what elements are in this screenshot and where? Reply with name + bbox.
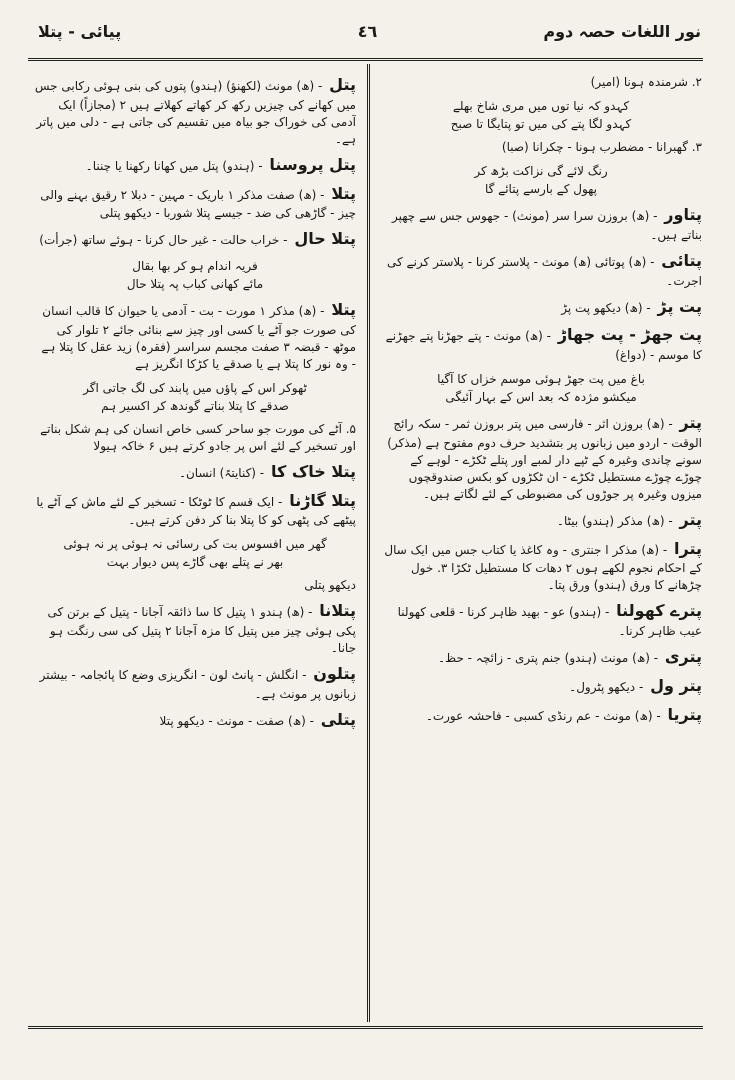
headword: پتلا خاک کا <box>270 461 356 481</box>
dictionary-entry <box>34 600 356 657</box>
definition-text: - (ھ) مونث (لکھنؤ) (ہندو) پتوں کی بنی ہوئی رکابی جس میں کھانے کی چیزیں رکھ کر کھاتے کھلاتے ہیں ۲ (مجازاً) ایک آدمی کی خوراک جو بیاہ میں تقسیم کی جاتی ہے - دلی میں پاتر ہے۔ <box>34 79 356 146</box>
page-header <box>30 20 705 56</box>
verse-line: میکشو مژدہ کہ بعد اس کے بہار آئیگی <box>445 390 637 405</box>
definition-text: - (ھ) ہندو ۱ پتیل کا سا ذائقہ آجانا - پتیل کے برتن کی پکی ہوئی چیز میں پتیل کا مزہ آجانا ۲ پتیل کی سی رنگت ہو جانا۔ <box>47 605 356 656</box>
definition-text: - خراب حالت - غیر حال کرنا - ہوئے ساتھ (جرأت) <box>39 233 292 248</box>
dictionary-entry <box>380 704 702 727</box>
right-column <box>380 74 702 1020</box>
verse-line: کہدو لگا پتے کی میں تو پتایگا تا صبح <box>450 117 632 132</box>
left-column <box>34 74 356 1020</box>
dictionary-entry <box>34 183 356 223</box>
verse-line: رنگ لائے گی نزاکت بڑھ کر <box>474 164 608 179</box>
definition-text: - دیکھو پٹرول۔ <box>569 679 648 694</box>
verse-couplet <box>34 379 356 415</box>
dictionary-entry <box>34 490 356 530</box>
dictionary-entry <box>34 74 356 148</box>
dictionary-entry <box>380 509 702 532</box>
definition-text: - انگلش - پانٹ لون - انگریزی وضع کا پائجامہ - بیشتر زبانوں پر مونث ہے۔ <box>39 668 356 701</box>
definition-text: - (ھ) مونث - عم رنڈی کسبی - فاحشہ عورت۔ <box>425 708 665 723</box>
definition-text: - (ھ) مذکر ا جنتری - وہ کاغذ یا کتاب جس میں ایک سال کے احکام نجوم لکھے ہوں ۲ دھات کا مستطیل ٹکڑا ۳. خول چڑھانے کا ورق (ہندو) ورق پتا۔ <box>384 542 702 593</box>
verse-line: ٹھوکر اس کے پاؤں میں پابند کی لگ جاتی اگر <box>83 380 307 395</box>
entry-continuation <box>380 74 702 91</box>
verse-line: پھول کے بارسے پتائے گا <box>484 182 598 197</box>
dictionary-entry <box>34 663 356 703</box>
verse-couplet <box>380 97 702 133</box>
verse-line: کہدو کہ نیا توں میں مری شاخ بھلے <box>452 99 630 114</box>
verse-line: باغ میں پت جھڑ ہوئی موسم خزاں کا آگیا <box>437 372 645 387</box>
dictionary-entry <box>34 299 356 373</box>
headword: پتری <box>664 647 702 667</box>
dictionary-entry <box>34 228 356 251</box>
entry-continuation <box>34 577 356 594</box>
entry-continuation <box>34 421 356 455</box>
headword: پتاور <box>664 205 702 225</box>
definition-text: - (کنایتہً) انسان۔ <box>178 465 268 480</box>
definition-text: - (ھ) پوتائی (ھ) مونث - پلاستر کرنا - پلاستر کرنے کی اجرت۔ <box>387 254 702 288</box>
definition-text: - ایک قسم کا ٹوٹکا - تسخیر کے لئے ماش کے آٹے یا پیٹھے کی پٹھی کو کا پتلا بنا کر دفن کرتے ہیں۔ <box>36 494 356 528</box>
definition-text: - (ھ) مذکر ۱ مورت - بت - آدمی یا حیوان کا قالب انسان کی صورت جو آٹے یا کسی اور چیز سے بنائی جائے ۲ تلوار کی موٹھ - قبضہ ۳ صفت مجسم سراسر (فقرہ) زید عقل کا پتلا ہے - وہ نور کا پتلا ہے یا صدقے یا کڑکا انگریز ہے <box>41 304 356 371</box>
headword: پتر ول <box>650 675 702 695</box>
headword: پتائی <box>661 250 702 270</box>
headword: پتلون <box>313 664 356 684</box>
headword: پتر <box>679 509 702 529</box>
verse-couplet <box>34 535 356 571</box>
definition-text: - (ھ) صفت مذکر ۱ باریک - مہین - دبلا ۲ رقیق بہنے والی چیز - گاڑھی کی ضد - جیسے پتلا شوربا - دیکھو پتلی <box>40 187 356 221</box>
definition-text: ۲. شرمندہ ہونا (امیر) <box>590 75 702 89</box>
dictionary-entry <box>380 296 702 319</box>
verse-line: صدقے کا پتلا بناتے گوندھ کر اکسیر ہم <box>101 398 289 413</box>
headword: پتلا <box>331 183 356 203</box>
definition-text: - (ہندو) عو - بھید ظاہر کرنا - قلعی کھولنا عیب ظاہر کرنا۔ <box>397 605 702 639</box>
headword: پتلی <box>320 709 356 729</box>
column-divider <box>367 64 370 1022</box>
headword: پتلانا <box>319 601 356 621</box>
page-number: ٤٦ <box>357 22 378 41</box>
definition-text: - (ھ) مذکر (ہندو) بیٹا۔ <box>556 513 677 528</box>
dictionary-entry <box>380 250 702 290</box>
headword: پتلا گاڑنا <box>289 490 356 510</box>
headword: پترا <box>674 538 702 558</box>
dictionary-entry <box>34 461 356 484</box>
verse-couplet <box>380 162 702 198</box>
verse-line: گھر میں افسوس بت کی رسائی نہ ہوئی پر نہ ہوئی <box>63 537 327 552</box>
headword: پتر <box>679 413 702 433</box>
verse-couplet <box>380 370 702 406</box>
verse-line: بھر نے پتلے بھی گاڑے پس دیوار بہت <box>106 555 284 570</box>
headword: پت جھڑ - پت جھاڑ <box>557 325 702 345</box>
dictionary-entry <box>380 538 702 595</box>
headword: پتریا <box>667 704 702 724</box>
dictionary-entry <box>380 600 702 640</box>
dictionary-entry <box>34 154 356 177</box>
headword: پتلا حال <box>294 229 356 249</box>
dictionary-entry <box>380 204 702 244</box>
dictionary-entry <box>380 412 702 503</box>
headword: پترے کھولنا <box>616 601 702 621</box>
definition-text: - (ھ) بروزن اثر - فارسی میں پتر بروزن ثمر - سکہ رائج الوقت - اردو میں زبانوں پر بتشدید حرف دوم مفتوح ہے (مذکر) سونے چاندی وغیرہ کے ٹپے دار لمبے اور پتلے ٹکڑے - لوہے کے چوڑے چوڑے مستطیل ٹکڑے - ان ٹکڑوں کو بکس صندوقچوں میزوں وغیرہ پر جوڑوں کی مضبوطی کے لئے لگاتے ہیں۔ <box>387 417 702 501</box>
dictionary-entry <box>380 675 702 698</box>
definition-text: - (ھ) صفت - مونث - دیکھو پتلا <box>159 713 318 728</box>
definition-text: - (ھ) مونث - پتے جھڑنا پتے جھڑنے کا موسم - (دواغ) <box>385 329 702 362</box>
definition-text: - (ھ) دیکھو پت پڑ <box>561 300 655 315</box>
verse-line: فریہ اندام ہو کر بھا بقال <box>132 259 258 273</box>
dictionary-entry <box>380 646 702 669</box>
top-rule <box>28 58 703 61</box>
verse-couplet <box>34 257 356 293</box>
headword: پتل <box>329 75 356 94</box>
definition-text: - (ھ) بروزن سرا سر (مونث) - جھوس جس سے چھپر بناتے ہیں۔ <box>391 209 702 242</box>
definition-text: - (ہندو) پتل میں کھانا رکھنا یا چننا۔ <box>85 158 267 173</box>
entry-continuation <box>380 139 702 156</box>
headword-range: پیائی - پتلا <box>38 22 122 41</box>
definition-text: دیکھو پتلی <box>304 578 356 593</box>
headword: پتل پروسنا <box>269 154 356 174</box>
definition-text: ۳. گھبرانا - مضطرب ہونا - چکرانا (صبا) <box>501 140 702 155</box>
headword: پتلا <box>331 300 356 319</box>
definition-text: ۵. آٹے کی مورت جو ساحر کسی خاص انسان کی ہم شکل بناتے اور تسخیر کے لئے اس پر جادو کرتے ہیں ۶ خاکہ ہیولا <box>40 421 356 453</box>
headword: پت پڑ <box>657 296 702 316</box>
book-title: نور اللغات حصہ دوم <box>543 22 701 41</box>
bottom-rule <box>28 1026 703 1029</box>
dictionary-entry <box>380 324 702 364</box>
dictionary-entry <box>34 709 356 732</box>
verse-line: مائے کھانی کباب پہ پتلا حال <box>126 277 264 291</box>
definition-text: - (ھ) مونث (ہندو) جنم پتری - زائچہ - حظ۔ <box>438 651 662 666</box>
